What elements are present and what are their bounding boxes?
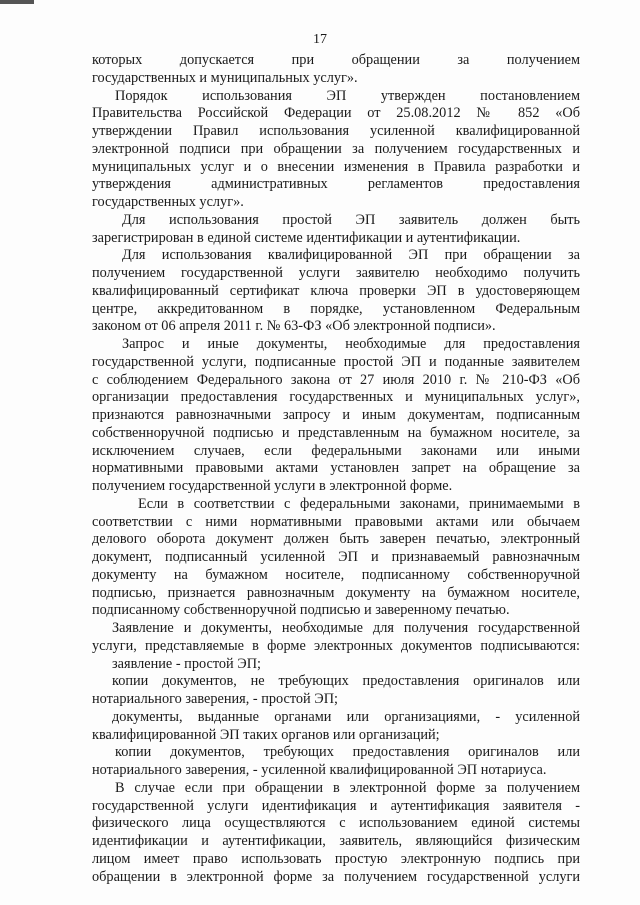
text-line: документ, подписанный усиленной ЭП и признаваемый равнозначным [92, 549, 580, 565]
text-line: которых допускается при обращении за получением [92, 52, 580, 68]
text-line: Если в соответствии с федеральными законами, принимаемыми в [138, 495, 580, 512]
text-line: нотариального заверения, - усиленной квалифицированной ЭП нотариуса. [92, 762, 547, 778]
text-line: исключением случаев, если федеральными законами или иными [92, 442, 580, 459]
text-line: нотариального заверения, - простой ЭП; [92, 691, 339, 707]
text-line: подписанному собственноручной подписью и заверенному печатью. [92, 602, 510, 619]
text-line: организации предоставления государственных и муниципальных услуг», [92, 389, 580, 406]
text-line: обращении в электронной форме за получением государственной услуги [92, 868, 580, 885]
scan-edge-mark [0, 0, 34, 4]
text-line: услуги, представляемые в форме электронных документов подписываются: [92, 637, 580, 654]
text-line: заявление - простой ЭП; [112, 655, 261, 672]
text-line: квалифицированной ЭП таких органов или организаций; [92, 726, 440, 743]
text-line: идентификации и аутентификации, заявитель, являющийся физическим [92, 833, 580, 849]
text-line: делового оборота документ должен быть заверен печатью, электронный [92, 531, 580, 548]
text-line: получением государственной услуги в электронной форме. [92, 478, 453, 494]
text-line: физического лица осуществляются с использованием единой системы [92, 815, 580, 832]
text-line: государственной услуги, подписанные простой ЭП и поданные заявителем [92, 353, 580, 370]
text-line: документы, выданные органами или организациями, - усиленной [112, 708, 580, 725]
page-number: 17 [313, 32, 327, 47]
text-line: Для использования квалифицированной ЭП при обращении за [122, 247, 580, 264]
text-line: Правительства Российской Федерации от 25.08.2012 № 852 «Об [92, 105, 580, 122]
text-line: зарегистрирован в единой системе идентификации и аутентификации. [92, 229, 521, 246]
text-line: государственной услуги идентификация и аутентификация заявителя - [92, 797, 580, 814]
text-line: Запрос и иные документы, необходимые для предоставления [122, 336, 580, 352]
text-line: получением государственной услуги заявителю необходимо получить [92, 265, 580, 281]
text-line: нормативными правовыми актами установлен запрет на обращение за [92, 460, 580, 477]
text-line: утверждении Правил использования усиленной квалифицированной [92, 123, 580, 139]
text-line: государственных услуг». [92, 194, 244, 210]
text-line: документу на бумажном носителе, подписанному собственноручной [92, 566, 580, 583]
text-line: центре, аккредитованном в порядке, установленном Федеральным [92, 300, 580, 317]
text-line: подписью, признается равнозначным документу на бумажном носителе, [92, 584, 580, 601]
text-line: электронной подписи при обращении за получением государственных и [92, 140, 580, 157]
text-line: лицом имеет право использовать простую электронную подпись при [92, 850, 580, 867]
text-line: муниципальных услуг и о внесении изменения в Правила разработки и [92, 158, 580, 175]
text-line: собственноручной подписью и представленным на бумажном носителе, за [92, 424, 580, 441]
text-line: законом от 06 апреля 2011 г. № 63-ФЗ «Об электронной подписи». [92, 318, 496, 335]
text-line: В случае если при обращении в электронной форме за получением [115, 779, 580, 796]
text-line: Для использования простой ЭП заявитель должен быть [122, 211, 580, 228]
text-line: квалифицированный сертификат ключа проверки ЭП в удостоверяющем [92, 282, 580, 299]
text-line: Заявление и документы, необходимые для получения государственной [112, 620, 580, 636]
document-body [92, 52, 580, 886]
text-line: соответствии с ними нормативными правовыми актами или обычаем [92, 513, 580, 530]
text-line: копии документов, требующих предоставления оригиналов или [115, 744, 580, 761]
text-line: государственных и муниципальных услуг». [92, 69, 358, 86]
text-line: признаются равнозначными запросу и иным документам, подписанным [92, 407, 580, 423]
text-line: копии документов, не требующих предоставления оригиналов или [112, 673, 580, 690]
text-line: Порядок использования ЭП утвержден постановлением [115, 87, 580, 104]
text-line: с соблюдением Федерального закона от 27 июля 2010 г. № 210-ФЗ «Об [92, 371, 580, 388]
text-line: утверждения административных регламентов предоставления [92, 176, 580, 193]
